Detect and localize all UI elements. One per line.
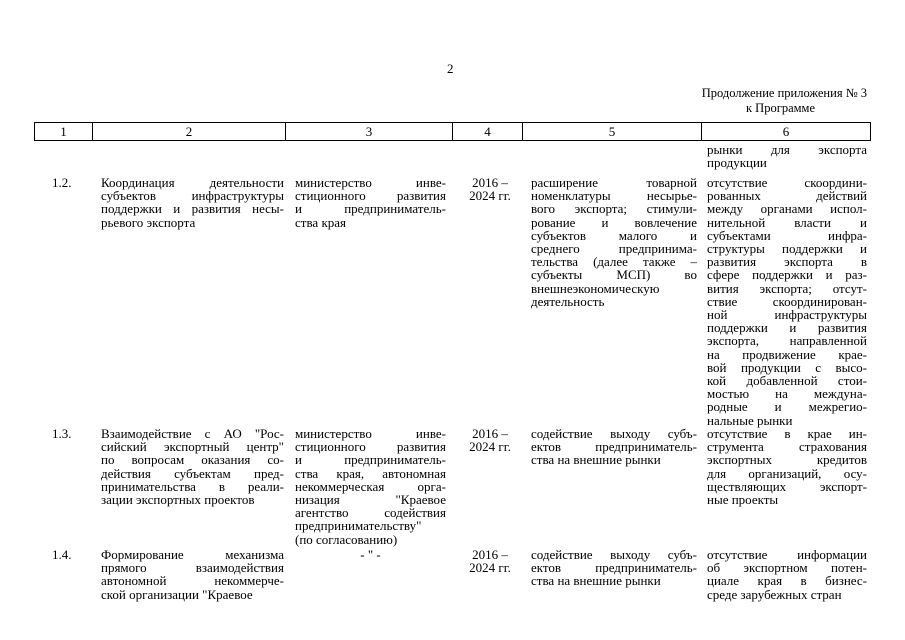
text-line: ства на внешние рынки: [531, 452, 661, 468]
page-number: 2: [447, 61, 454, 76]
text-line: ектов предприниматель-: [531, 439, 697, 455]
text-line: нальные рынки: [707, 412, 793, 428]
text-line: некоммерческая орга-: [295, 478, 446, 494]
continuation-line2: к Программе: [745, 101, 815, 115]
text-line: 2016 –: [472, 175, 508, 190]
row-col6-text: [707, 548, 867, 601]
text-line: вития экспорта; отсут-: [707, 280, 867, 296]
continuation-note: [627, 86, 867, 116]
text-line: Взаимодействие с АО "Рос-: [101, 426, 284, 441]
text-line: циале края в бизнес-: [707, 573, 867, 589]
text-line: номенклатуры несырье-: [531, 188, 697, 204]
text-line: Формирование механизма: [101, 547, 284, 562]
text-line: отсутствие в крае ин-: [707, 426, 867, 441]
text-line: внешнеэкономическую: [531, 280, 660, 296]
column-header-6: 6: [702, 123, 871, 141]
row-number: 1.3.: [52, 426, 72, 441]
text-line: об экспортном потен-: [707, 560, 867, 576]
row-col4-text: [458, 176, 522, 202]
row-col2-text: [101, 548, 284, 601]
text-line: рованных действий: [707, 188, 867, 204]
text-line: сфере поддержки и раз-: [707, 267, 867, 283]
column-header-5: 5: [523, 123, 702, 141]
text-line: мостью на междуна-: [707, 386, 867, 402]
text-line: субъектов малого и: [531, 227, 697, 243]
text-line: 2016 –: [472, 426, 508, 441]
text-line: тельства (далее также –: [531, 254, 697, 270]
column-header-4: 4: [453, 123, 523, 141]
text-line: зации экспортных проектов: [101, 492, 255, 508]
row-col3-text: [295, 548, 446, 561]
text-line: развития экспорта в: [707, 254, 867, 270]
text-line: сийский экспортный центр": [101, 439, 284, 455]
text-line: экспортных кредитов: [707, 452, 867, 468]
text-line: струмента страхования: [707, 439, 867, 455]
text-line: и предприниматель-: [295, 201, 446, 217]
text-line: ствие скоординирован-: [707, 293, 867, 309]
column-header-2: 2: [93, 123, 286, 141]
text-line: и предприниматель-: [295, 452, 446, 468]
row-number: 1.4.: [52, 547, 72, 562]
text-line: - " -: [360, 547, 381, 562]
text-line: ектов предприниматель-: [531, 560, 697, 576]
column-header-1: 1: [35, 123, 93, 141]
row-col3-text: [295, 427, 446, 546]
text-line: ства края, автономная: [295, 465, 446, 481]
row-col6-text: [707, 427, 867, 506]
text-line: отсутствие информации: [707, 547, 867, 562]
text-line: автономной некоммерче-: [101, 573, 284, 589]
text-line: отсутствие скоордини-: [707, 175, 867, 190]
text-line: среде зарубежных стран: [707, 586, 842, 602]
text-line: среднего предпринима-: [531, 241, 697, 257]
text-line: ной инфраструктуры: [707, 307, 867, 323]
row-col6-text: [707, 176, 867, 427]
carry-over-line: рынки для экспорта: [707, 142, 867, 157]
text-line: прямого взаимодействия: [101, 560, 284, 576]
text-line: 2024 гг.: [469, 560, 511, 576]
text-line: субъектов инфраструктуры: [101, 188, 284, 204]
column-header-table: [34, 122, 871, 141]
text-line: по вопросам оказания со-: [101, 452, 284, 468]
row-col5-text: [531, 427, 697, 467]
text-line: ществляющих экспорт-: [707, 478, 867, 494]
text-line: деятельность: [531, 293, 605, 309]
row-col4-text: [458, 548, 522, 574]
text-line: (по согласованию): [295, 531, 398, 547]
row-col3-text: [295, 176, 446, 229]
text-line: агентство содействия: [295, 505, 446, 521]
text-line: нительной власти и: [707, 214, 867, 230]
text-line: низация "Краевое: [295, 492, 446, 508]
row-col5-text: [531, 176, 697, 308]
text-line: 2024 гг.: [469, 439, 511, 455]
text-line: стиционного развития: [295, 439, 446, 455]
row-number: 1.2.: [52, 175, 72, 190]
text-line: ства на внешние рынки: [531, 573, 661, 589]
text-line: ской организации "Краевое: [101, 586, 253, 602]
continuation-line1: Продолжение приложения № 3: [701, 86, 867, 100]
text-line: содействие выходу субъ-: [531, 547, 697, 562]
text-line: 2024 гг.: [469, 188, 511, 204]
text-line: вой продукции с высо-: [707, 359, 867, 375]
text-line: для организаций, осу-: [707, 465, 867, 481]
text-line: поддержки и развития несы-: [101, 201, 284, 217]
text-line: между органами испол-: [707, 201, 867, 217]
text-line: расширение товарной: [531, 175, 697, 190]
text-line: структуры поддержки и: [707, 241, 867, 257]
text-line: содействие выходу субъ-: [531, 426, 697, 441]
column-header-3: 3: [286, 123, 453, 141]
column-header-row: [35, 123, 871, 141]
text-line: субъекты МСП) во: [531, 267, 697, 283]
text-line: министерство инве-: [295, 426, 446, 441]
text-line: ные проекты: [707, 492, 779, 508]
text-line: на продвижение крае-: [707, 346, 867, 362]
text-line: стиционного развития: [295, 188, 446, 204]
text-line: рьевого экспорта: [101, 214, 196, 230]
text-line: вого экспорта; стимули-: [531, 201, 697, 217]
text-line: экспорта, направленной: [707, 333, 867, 349]
text-line: принимательства в реали-: [101, 478, 284, 494]
text-line: рование и вовлечение: [531, 214, 697, 230]
row-col5-text: [531, 548, 697, 588]
text-line: ства края: [295, 214, 347, 230]
text-line: действия субъектам пред-: [101, 465, 284, 481]
text-line: кой добавленной стои-: [707, 373, 867, 389]
row-col2-text: [101, 176, 284, 229]
row-col2-text: [101, 427, 284, 506]
text-line: министерство инве-: [295, 175, 446, 190]
text-line: родные и межрегио-: [707, 399, 867, 415]
text-line: Координация деятельности: [101, 175, 284, 190]
text-line: субъектами инфра-: [707, 227, 867, 243]
text-line: 2016 –: [472, 547, 508, 562]
row-col4-text: [458, 427, 522, 453]
carry-over-line: продукции: [707, 155, 767, 171]
text-line: предпринимательству": [295, 518, 422, 534]
text-line: поддержки и развития: [707, 320, 867, 336]
carry-over-text: [707, 143, 867, 169]
